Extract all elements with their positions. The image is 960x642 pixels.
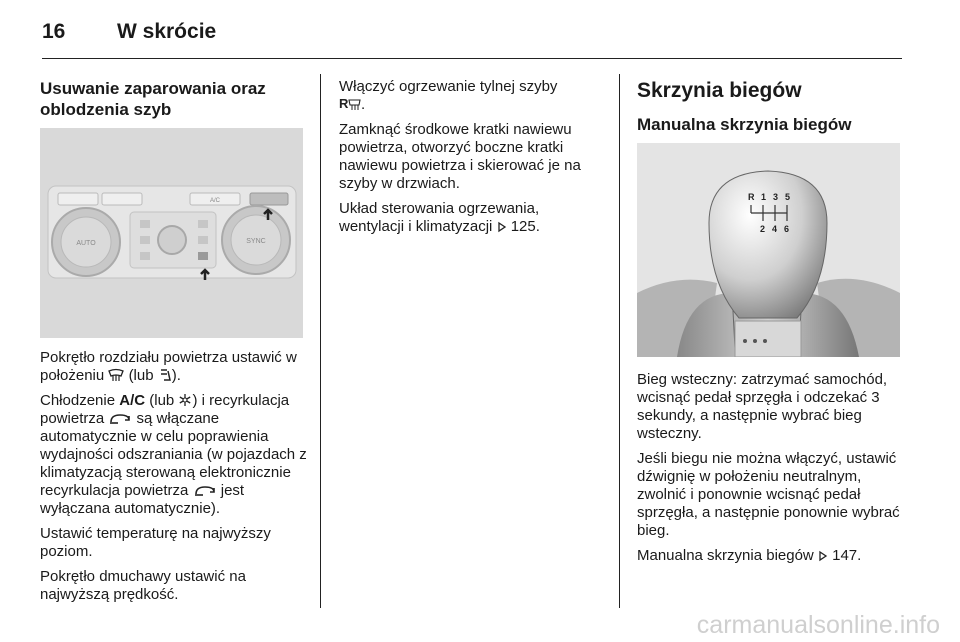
right-knob-label: SYNC bbox=[246, 238, 266, 245]
climate-panel-illustration bbox=[40, 128, 303, 338]
windscreen-defrost-icon bbox=[108, 368, 124, 382]
paragraph-air-distribution: Pokrętło rozdziału powietrza ustawić w położeniu (lub ). bbox=[40, 349, 297, 384]
climate-panel-figure bbox=[40, 128, 303, 338]
left-knob-label: AUTO bbox=[76, 240, 96, 247]
ac-symbol: A/C bbox=[119, 392, 146, 409]
gear-label-1: 1 bbox=[761, 192, 767, 202]
paragraph-gear-engage: Jeśli biegu nie można włączyć, ustawić dźwignię w położeniu neutralnym, zwolnić i ponownie wcisnąć pedał sprzęgła, a następnie ponownie wybrać bieg. bbox=[637, 450, 900, 539]
gear-label-4: 4 bbox=[772, 224, 778, 234]
watermark: carmanualsonline.info bbox=[696, 611, 940, 639]
rear-window-heating-icon bbox=[339, 96, 361, 111]
seat-airflow-icon bbox=[158, 368, 172, 382]
paragraph-rear-window-heating: Włączyć ogrzewanie tylnej szyby R . bbox=[339, 78, 558, 113]
gear-label-3: 3 bbox=[773, 192, 779, 202]
page-reference-icon bbox=[818, 550, 828, 562]
paragraph-reverse-gear: Bieg wsteczny: zatrzymać samochód, wcisnąć pedał sprzęgła i odczekać 3 sekundy, a następnie wybrać bieg wsteczny. bbox=[637, 371, 888, 442]
header-rule bbox=[42, 58, 902, 59]
paragraph-blower: Pokrętło dmuchawy ustawić na najwyższą prędkość. bbox=[40, 568, 246, 603]
left-column-text bbox=[40, 349, 308, 611]
paragraph-climate-reference: Układ sterowania ogrzewania, wentylacji i klimatyzacji 125. bbox=[339, 200, 540, 235]
section-heading-defrost: Usuwanie zaparowania oraz oblodzenia szyb bbox=[40, 79, 266, 119]
subheading-manual-gearbox: Manualna skrzynia biegów bbox=[637, 115, 852, 134]
page-number: 16 bbox=[42, 20, 66, 43]
right-column-text bbox=[637, 371, 905, 572]
middle-column-text bbox=[339, 78, 604, 243]
paragraph-gearbox-reference: Manualna skrzynia biegów 147. bbox=[637, 547, 862, 564]
gear-label-2: 2 bbox=[760, 224, 766, 234]
svg-text:R: R bbox=[339, 96, 349, 111]
page-reference-icon bbox=[497, 221, 507, 233]
paragraph-temperature: Ustawić temperaturę na najwyższy poziom. bbox=[40, 525, 271, 560]
gear-lever-figure bbox=[637, 143, 900, 357]
left-column-heading-block bbox=[40, 78, 306, 120]
gear-lever-illustration bbox=[637, 143, 900, 357]
column-divider-1 bbox=[320, 74, 321, 608]
paragraph-cooling: Chłodzenie A/C (lub ) i recyrkulacja powietrza są włączane automatycznie w celu poprawienia wydajności odszraniania (w pojazdach z klimatyzacją sterowaną elektronicznie recyrkulacja powietrza jest wyłączana automatycznie). bbox=[40, 392, 307, 517]
right-column-headings bbox=[637, 78, 902, 135]
gear-label-r: R bbox=[748, 192, 755, 202]
column-divider-2 bbox=[619, 74, 620, 608]
recirculation-icon bbox=[193, 485, 217, 497]
section-heading-gearbox: Skrzynia biegów bbox=[637, 79, 802, 102]
gear-label-6: 6 bbox=[784, 224, 790, 234]
snowflake-icon bbox=[178, 393, 192, 407]
paragraph-vents: Zamknąć środkowe kratki nawiewu powietrza, otworzyć boczne kratki nawiewu powietrza i skierować je na szyby w drzwiach. bbox=[339, 121, 581, 192]
ac-button-label: A/C bbox=[209, 198, 221, 204]
gear-label-5: 5 bbox=[785, 192, 791, 202]
chapter-title: W skrócie bbox=[117, 20, 217, 43]
recirculation-icon bbox=[108, 413, 132, 425]
page-header bbox=[42, 20, 902, 50]
